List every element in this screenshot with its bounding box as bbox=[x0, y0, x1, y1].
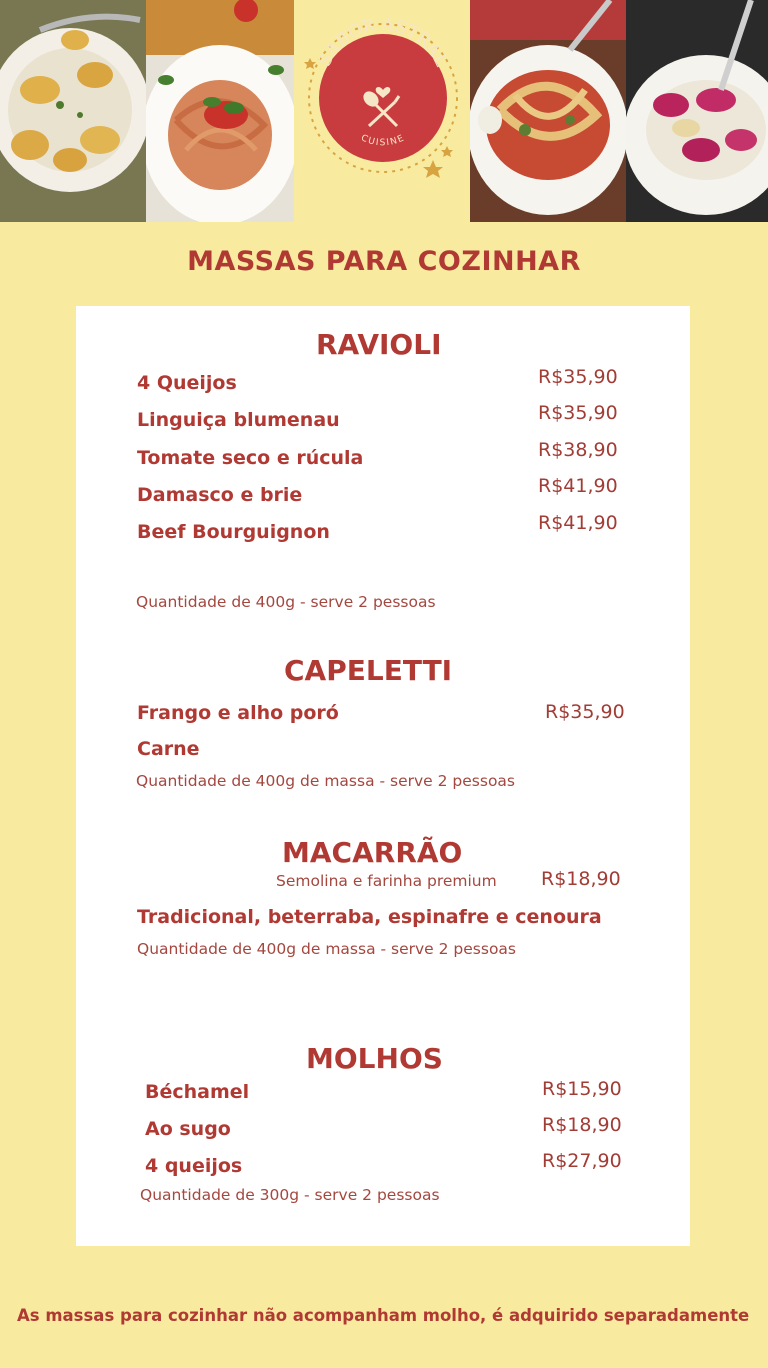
logo-tagline: CUISINE bbox=[359, 133, 407, 149]
menu-item-price: R$38,90 bbox=[538, 439, 618, 461]
menu-item-price: R$41,90 bbox=[538, 512, 618, 534]
menu-item-price: R$35,90 bbox=[538, 366, 618, 388]
section-subtitle: Semolina e farinha premium bbox=[276, 872, 497, 890]
menu-item-price: R$27,90 bbox=[542, 1150, 622, 1172]
section-note: Quantidade de 300g - serve 2 pessoas bbox=[140, 1186, 440, 1204]
menu-item-price: R$35,90 bbox=[545, 701, 625, 723]
photo-fettuccine-tomato bbox=[146, 0, 294, 222]
menu-item-price: R$15,90 bbox=[542, 1078, 622, 1100]
photo-ravioli-cream bbox=[0, 0, 146, 222]
section-title-molhos: MOLHOS bbox=[306, 1042, 443, 1075]
section-note: Quantidade de 400g de massa - serve 2 pessoas bbox=[137, 940, 517, 958]
section-title-capeletti: CAPELETTI bbox=[284, 654, 453, 687]
brand-logo bbox=[295, 10, 470, 190]
menu-item-price: R$41,90 bbox=[538, 475, 618, 497]
menu-item-name: Frango e alho poró bbox=[137, 702, 339, 724]
menu-item-name: 4 queijos bbox=[145, 1155, 243, 1177]
menu-item-name: Linguiça blumenau bbox=[137, 409, 340, 431]
menu-item-name: Tomate seco e rúcula bbox=[137, 447, 364, 469]
menu-item-name: Damasco e brie bbox=[137, 484, 303, 506]
page-title: MASSAS PARA COZINHAR bbox=[187, 246, 581, 277]
section-note: Quantidade de 400g de massa - serve 2 pessoas bbox=[136, 772, 516, 790]
photo-beet-ravioli bbox=[626, 0, 768, 222]
menu-card bbox=[76, 306, 690, 1246]
section-title-ravioli: RAVIOLI bbox=[316, 328, 442, 361]
section-title-macarrao: MACARRÃO bbox=[282, 836, 463, 869]
menu-item-name: Beef Bourguignon bbox=[137, 521, 330, 543]
logo-name: SABOR ASTRAL bbox=[314, 14, 452, 70]
section-note: Quantidade de 400g - serve 2 pessoas bbox=[136, 593, 436, 611]
menu-item-name: Ao sugo bbox=[145, 1118, 231, 1140]
menu-item-name: Tradicional, beterraba, espinafre e cenoura bbox=[137, 906, 602, 928]
menu-item-name: Carne bbox=[137, 738, 200, 760]
menu-item-name: 4 Queijos bbox=[137, 372, 237, 394]
menu-item-price: R$35,90 bbox=[538, 402, 618, 424]
photo-tagliatelle-fork bbox=[470, 0, 626, 222]
footer-note: As massas para cozinhar não acompanham molho, é adquirido separadamente bbox=[17, 1306, 750, 1325]
menu-item-price: R$18,90 bbox=[541, 868, 621, 890]
menu-item-price: R$18,90 bbox=[542, 1114, 622, 1136]
menu-item-name: Béchamel bbox=[145, 1081, 250, 1103]
